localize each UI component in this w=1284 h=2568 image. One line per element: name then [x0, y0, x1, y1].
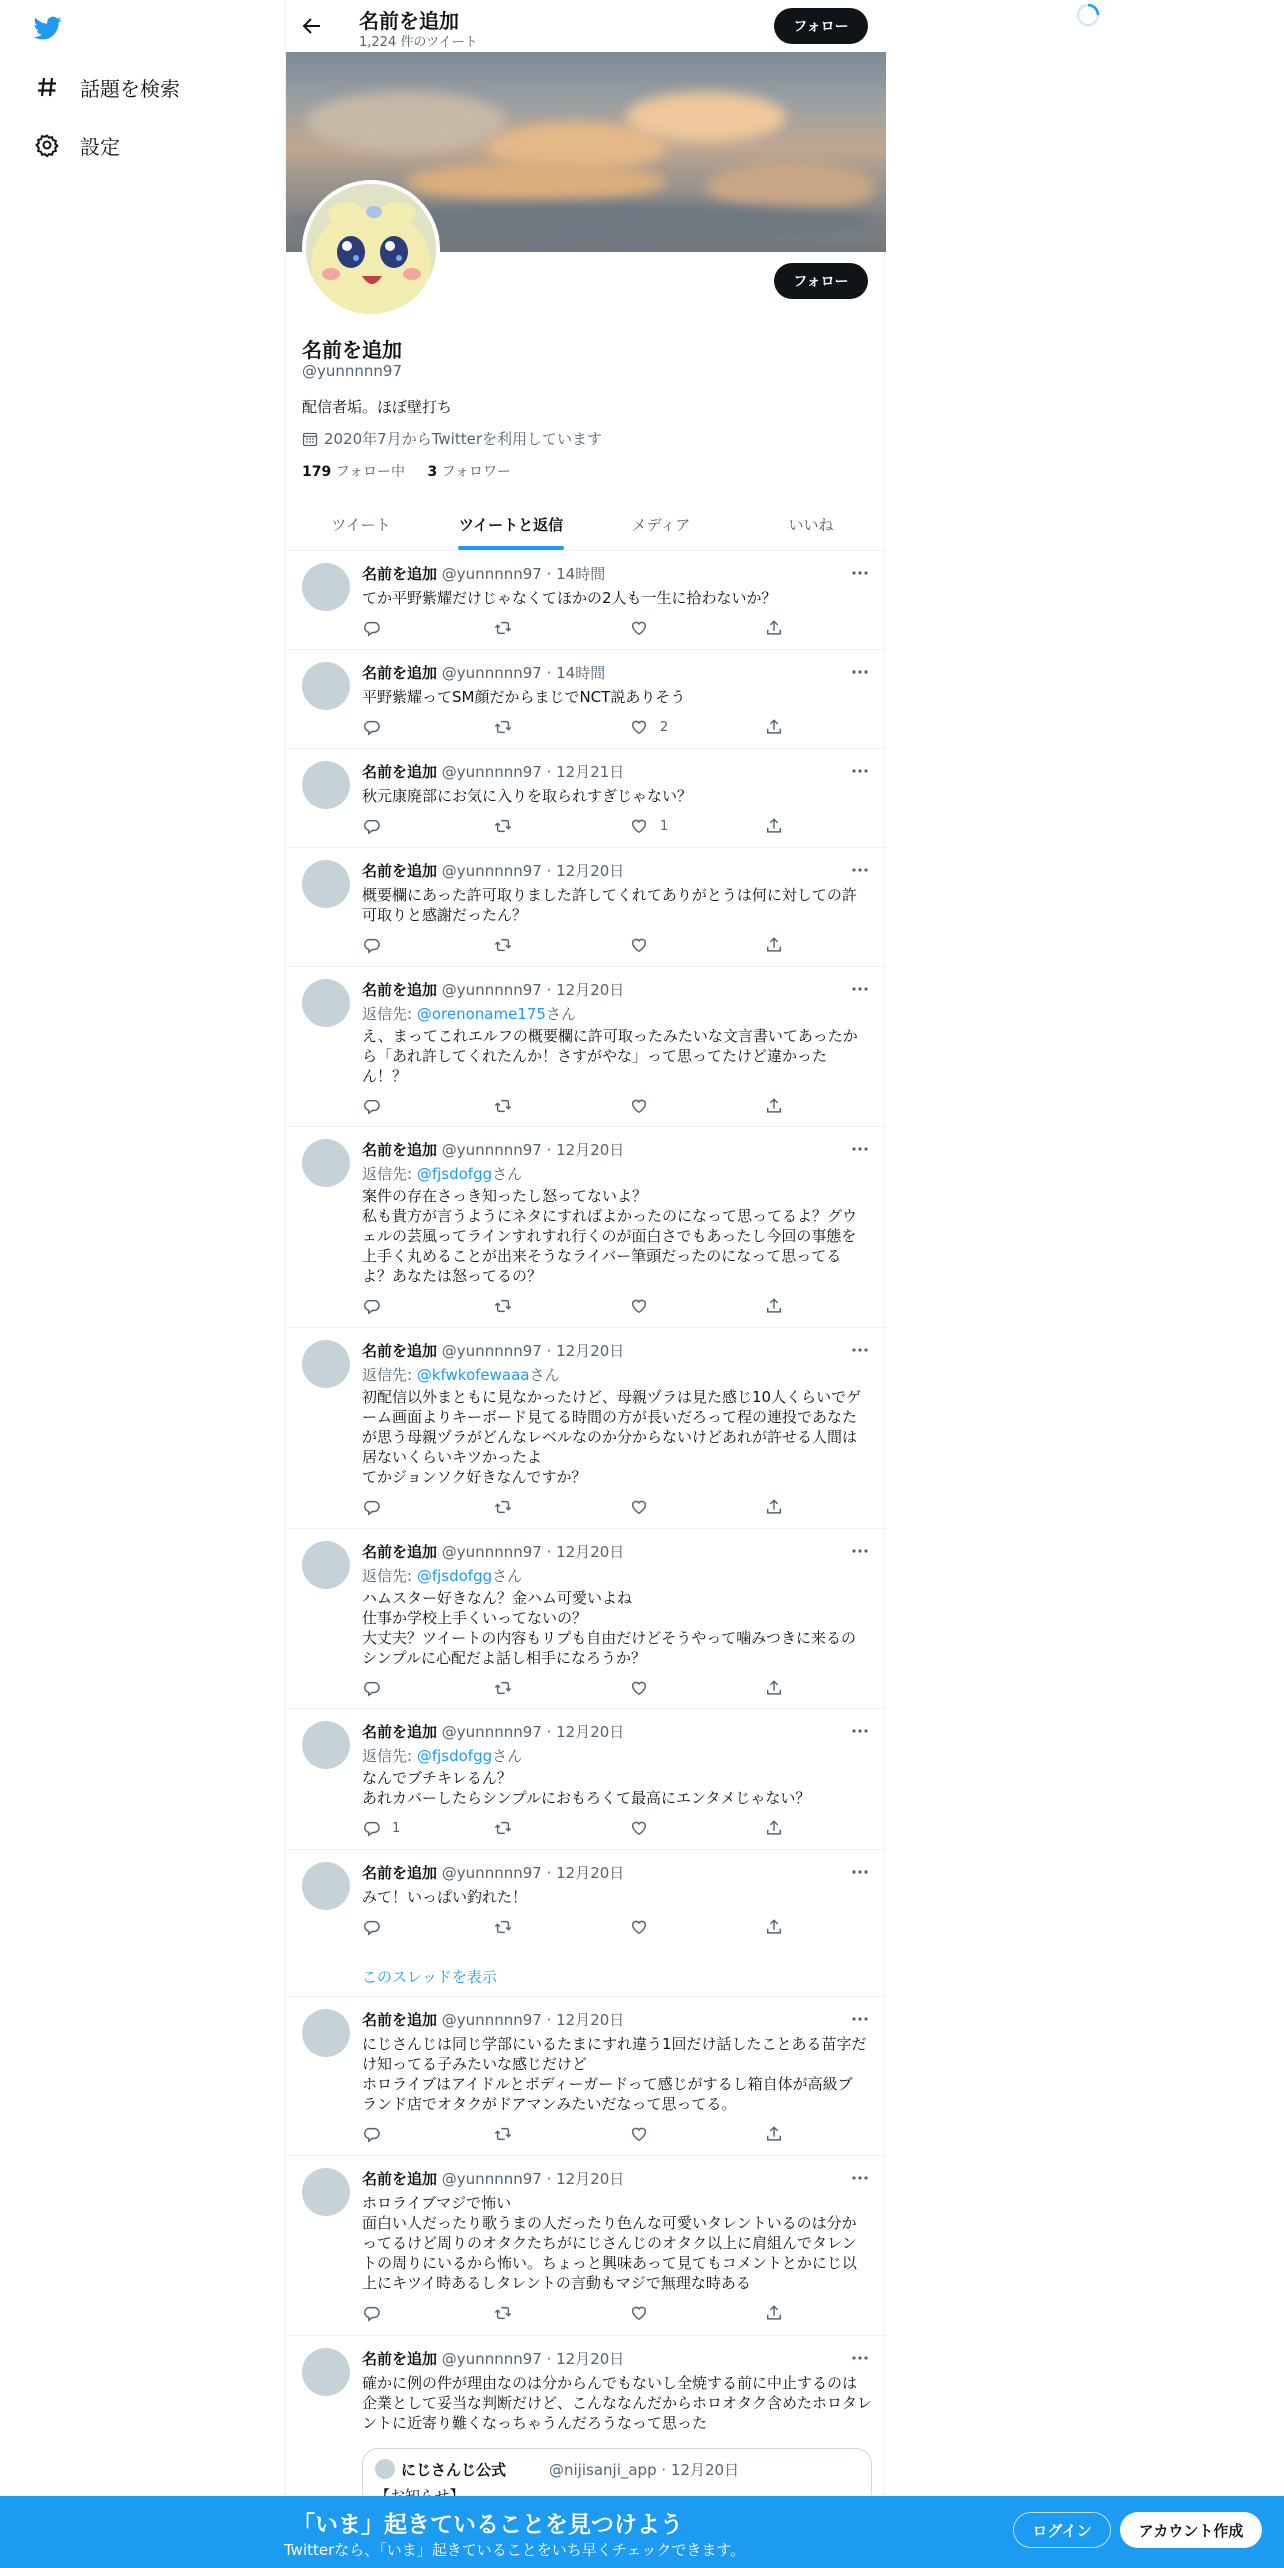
reply-icon: [362, 2125, 380, 2143]
quoted-tweet-author: にじさんじ公式: [401, 2461, 507, 2479]
reply-suffix: さん: [545, 1005, 576, 1023]
tweet-author-name[interactable]: 名前を追加: [362, 981, 438, 999]
tweet-author-name[interactable]: 名前を追加: [362, 1723, 438, 1741]
tweet[interactable]: [286, 749, 886, 848]
reply-mention-link[interactable]: @fjsdofgg: [416, 1747, 493, 1765]
tweet-header: [362, 1340, 624, 1361]
tweet[interactable]: [286, 1328, 886, 1529]
tweet[interactable]: [286, 1529, 886, 1709]
like-count: 1: [660, 818, 669, 834]
tweet-avatar[interactable]: [302, 2168, 350, 2216]
header-follow-button[interactable]: フォロー: [774, 8, 868, 44]
tab-tweets[interactable]: ツイート: [331, 515, 391, 534]
like-icon: [630, 1918, 648, 1936]
tweet-header: [362, 1139, 624, 1160]
retweet-button[interactable]: [494, 2125, 524, 2143]
share-icon: [765, 718, 783, 736]
profile-name: 名前を追加: [302, 338, 402, 362]
profile-joined: [302, 428, 602, 449]
show-thread-link[interactable]: このスレッドを表示: [362, 1968, 497, 1986]
reply-icon: [362, 936, 380, 954]
tweet-actions: [362, 817, 802, 837]
tweet-avatar[interactable]: [302, 1721, 350, 1769]
reply-icon: [362, 619, 380, 637]
tweet-reply-to: [362, 1745, 522, 1766]
tweet-reply-to: [362, 1003, 576, 1024]
share-button[interactable]: [765, 936, 783, 954]
reply-button[interactable]: [362, 1819, 400, 1837]
tweet-avatar[interactable]: [302, 662, 350, 710]
tweet-meta[interactable]: @yunnnnn97 · 12月20日: [441, 1864, 625, 1882]
like-button[interactable]: [630, 1498, 660, 1516]
header-name: 名前を追加: [359, 9, 459, 33]
retweet-button[interactable]: [494, 1498, 524, 1516]
reply-button[interactable]: [362, 1297, 392, 1315]
login-button[interactable]: ログイン: [1013, 2512, 1111, 2548]
profile-joined-text: 2020年7月からTwitterを利用しています: [324, 430, 602, 448]
tweet-author-name[interactable]: 名前を追加: [362, 1342, 438, 1360]
retweet-button[interactable]: [494, 1679, 524, 1697]
tweet-header: [362, 563, 605, 584]
reply-suffix: さん: [492, 1747, 523, 1765]
tweet-actions: [362, 2125, 802, 2145]
like-icon: [630, 1498, 648, 1516]
like-button[interactable]: [630, 1679, 660, 1697]
tweet-meta[interactable]: @yunnnnn97 · 12月20日: [441, 1723, 625, 1741]
tweet-reply-to: [362, 1364, 560, 1385]
reply-icon: [362, 718, 380, 736]
header-tweet-count: 1,224 件のツイート: [359, 35, 478, 50]
share-icon: [765, 817, 783, 835]
more-options-icon[interactable]: [850, 1864, 870, 1880]
reply-prefix: 返信先:: [362, 1366, 417, 1384]
tweet-meta[interactable]: @yunnnnn97 · 12月20日: [441, 981, 625, 999]
tweet-avatar[interactable]: [302, 1862, 350, 1910]
share-button[interactable]: [765, 1918, 783, 1936]
reply-button[interactable]: [362, 2304, 392, 2322]
retweet-button[interactable]: [494, 1097, 524, 1115]
tweet-author-name[interactable]: 名前を追加: [362, 1864, 438, 1882]
reply-button[interactable]: [362, 1498, 392, 1516]
tweet-meta[interactable]: @yunnnnn97 · 12月21日: [441, 763, 625, 781]
reply-suffix: さん: [492, 1165, 523, 1183]
tweet-avatar[interactable]: [302, 1541, 350, 1589]
following-label: フォロー中: [335, 464, 405, 480]
like-button[interactable]: [630, 2125, 660, 2143]
tweet-text: 案件の存在さっき知ったし怒ってないよ？ 私も貴方が言うようにネタにすればよかったのになって思ってるよ？グウ ェルの芸風ってラインすれすれ行くのが面白さでもあったし今回の事態を 上手く丸めることが出来そうなライバー筆頭だったのになって思ってる よ？あなたは怒ってるの？: [362, 1187, 858, 1285]
tweet[interactable]: [286, 848, 886, 967]
more-options-icon[interactable]: [850, 1342, 870, 1358]
share-icon: [765, 2125, 783, 2143]
share-icon: [765, 1679, 783, 1697]
reply-button[interactable]: [362, 1918, 392, 1936]
retweet-icon: [494, 718, 512, 736]
tweet-actions: [362, 718, 802, 738]
like-button[interactable]: [630, 2304, 660, 2322]
tweet-author-name[interactable]: 名前を追加: [362, 2011, 438, 2029]
tweet-reply-to: [362, 1565, 522, 1586]
like-button[interactable]: [630, 1819, 660, 1837]
reply-button[interactable]: [362, 1679, 392, 1697]
share-button[interactable]: [765, 1097, 783, 1115]
reply-prefix: 返信先:: [362, 1747, 417, 1765]
tweet-avatar[interactable]: [302, 761, 350, 809]
more-options-icon[interactable]: [850, 2350, 870, 2366]
back-arrow-icon[interactable]: [300, 14, 324, 38]
tweet[interactable]: [286, 1709, 886, 1850]
tab-likes[interactable]: いいね: [788, 515, 834, 534]
retweet-button[interactable]: [494, 1918, 524, 1936]
tweet-meta[interactable]: @yunnnnn97 · 14時間: [441, 565, 606, 583]
share-icon: [765, 1297, 783, 1315]
signup-banner-title: 「いま」起きていることを見つけよう: [292, 2512, 683, 2538]
reply-count: 1: [392, 1820, 401, 1836]
tweet-author-name[interactable]: 名前を追加: [362, 2350, 438, 2368]
share-icon: [765, 1097, 783, 1115]
reply-mention-link[interactable]: @orenoname175: [416, 1005, 546, 1023]
tweet-actions: [362, 1297, 802, 1317]
tweet-header: [362, 1541, 624, 1562]
tweet-header: [362, 2168, 624, 2189]
profile-header-bar: [286, 0, 886, 52]
tweet-author-name[interactable]: 名前を追加: [362, 565, 438, 583]
tweet-text: てか平野紫耀だけじゃなくてほかの2人も一生に拾わないか？: [362, 589, 777, 607]
nav-settings[interactable]: [34, 125, 120, 165]
share-icon: [765, 1819, 783, 1837]
reply-icon: [362, 1819, 380, 1837]
share-button[interactable]: [765, 1297, 783, 1315]
more-options-icon[interactable]: [850, 763, 870, 779]
share-button[interactable]: [765, 1819, 783, 1837]
profile-handle: @yunnnnn97: [302, 362, 403, 380]
tweet-text: 平野紫耀ってSM顔だからまじでNCT説ありそう: [362, 688, 686, 706]
tweet-text: にじさんじは同じ学部にいるたまにすれ違う1回だけ話したことある苗字だ け知ってる子みたいな感じだけど ホロライブはアイドルとボディーガードって感じがするし箱自体が高級ブ ランド店でオタクがドアマンみたいだなって思ってる。: [362, 2035, 867, 2113]
like-icon: [630, 718, 648, 736]
tweet-avatar[interactable]: [302, 2009, 350, 2057]
hashtag-icon: [34, 74, 60, 100]
tweet-author-name[interactable]: 名前を追加: [362, 664, 438, 682]
tweet-avatar[interactable]: [302, 979, 350, 1027]
profile-follow-stats: [302, 461, 511, 481]
share-icon: [765, 2304, 783, 2322]
retweet-icon: [494, 1918, 512, 1936]
like-icon: [630, 619, 648, 637]
share-icon: [765, 936, 783, 954]
tweet[interactable]: [286, 650, 886, 749]
reply-button[interactable]: [362, 1097, 392, 1115]
tweet-author-name[interactable]: 名前を追加: [362, 763, 438, 781]
tweet-header: [362, 1721, 624, 1742]
like-button[interactable]: [630, 1297, 660, 1315]
tweet-header: [362, 662, 605, 683]
tab-tweets-and-replies[interactable]: ツイートと返信: [436, 498, 586, 550]
more-options-icon[interactable]: [850, 862, 870, 878]
more-options-icon[interactable]: [850, 2011, 870, 2027]
share-button[interactable]: [765, 2304, 783, 2322]
share-button[interactable]: [765, 718, 783, 736]
signup-button[interactable]: アカウント作成: [1120, 2512, 1262, 2548]
tweet-text: なんでブチキレるん？ あれカバーしたらシンプルにおもろくて最高にエンタメじゃない？: [362, 1769, 811, 1807]
tweet-actions: [362, 1498, 802, 1518]
tweet-text: みて！いっぱい釣れた！: [362, 1888, 528, 1906]
retweet-icon: [494, 1097, 512, 1115]
retweet-button[interactable]: [494, 936, 524, 954]
following-link[interactable]: [302, 464, 405, 480]
tweet-header: [362, 979, 624, 1000]
tweet-text: ホロライブマジで怖い 面白い人だったり歌うまの人だったり色んな可愛いタレントいるのは分か ってるけど周りのオタクたちがにじさんじのオタク以上に肩組んでタレン トの周りにいるから怖い。ちょっと興味あって見てもコメントとかにじ以 上にキツイ時あるしタレントの言動もマジで無理な時ある: [362, 2194, 857, 2292]
signup-banner: [0, 2496, 1284, 2568]
retweet-icon: [494, 1498, 512, 1516]
reply-prefix: 返信先:: [362, 1567, 417, 1585]
tweet-header: [362, 860, 624, 881]
like-icon: [630, 817, 648, 835]
reply-mention-link[interactable]: @kfwkofewaaa: [416, 1366, 530, 1384]
retweet-icon: [494, 2125, 512, 2143]
following-count: 179: [302, 464, 332, 480]
reply-icon: [362, 1498, 380, 1516]
tweet-text: 概要欄にあった許可取りました許してくれてありがとうは何に対しての許 可取りと感謝だったん？: [362, 886, 857, 924]
nav-explore[interactable]: [34, 67, 180, 107]
more-options-icon[interactable]: [850, 1543, 870, 1559]
tweet-meta[interactable]: @yunnnnn97 · 14時間: [441, 664, 606, 682]
tweet-actions: [362, 619, 802, 639]
tweet-meta[interactable]: @yunnnnn97 · 12月20日: [441, 1342, 625, 1360]
retweet-button[interactable]: [494, 817, 524, 835]
nav-settings-label: 設定: [80, 134, 120, 159]
retweet-button[interactable]: [494, 718, 524, 736]
tweet-meta[interactable]: @yunnnnn97 · 12月20日: [441, 2170, 625, 2188]
tweet[interactable]: [286, 1997, 886, 2156]
quoted-tweet-avatar: [375, 2459, 395, 2479]
tweet-text: 初配信以外まともに見なかったけど、母親ヅラは見た感じ10人くらいでゲ ーム画面よりキーボード見てる時間の方が長いだろって程の連投であなた が思う母親ヅラがどんなレベルなのか分からないけどあれが許せる人間は 居ないくらいキツかったよ てかジョンソク好きなんですか？: [362, 1388, 862, 1486]
retweet-button[interactable]: [494, 619, 524, 637]
reply-button[interactable]: [362, 718, 392, 736]
tweet-author-name[interactable]: 名前を追加: [362, 1141, 438, 1159]
like-button[interactable]: [630, 817, 668, 835]
like-icon: [630, 1297, 648, 1315]
tweet-actions: [362, 1918, 802, 1938]
like-icon: [630, 2125, 648, 2143]
like-button[interactable]: [630, 619, 660, 637]
reply-button[interactable]: [362, 817, 392, 835]
retweet-button[interactable]: [494, 1297, 524, 1315]
tweet-header: [362, 2009, 624, 2030]
reply-icon: [362, 817, 380, 835]
reply-icon: [362, 2304, 380, 2322]
tweet-actions: [362, 936, 802, 956]
twitter-bird-icon[interactable]: [32, 14, 64, 42]
tweet[interactable]: [286, 1850, 886, 1997]
retweet-button[interactable]: [494, 2304, 524, 2322]
tweet-text: 秋元康廃部にお気に入りを取られすぎじゃない？: [362, 787, 693, 805]
reply-prefix: 返信先:: [362, 1165, 417, 1183]
like-button[interactable]: [630, 1918, 660, 1936]
profile-follow-button[interactable]: フォロー: [774, 263, 868, 299]
like-button[interactable]: [630, 936, 660, 954]
profile-tabs: [286, 498, 886, 551]
reply-mention-link[interactable]: @fjsdofgg: [416, 1567, 493, 1585]
share-icon: [765, 1498, 783, 1516]
tweet-actions: [362, 1679, 802, 1699]
tweet-text: え、まってこれエルフの概要欄に許可取ったみたいな文言書いてあったか ら「あれ許してくれたんか！さすがやな」って思ってたけど違かった ん！？: [362, 1027, 858, 1085]
retweet-icon: [494, 1679, 512, 1697]
like-button[interactable]: [630, 718, 668, 736]
tweet-avatar[interactable]: [302, 860, 350, 908]
tweet-text: 確かに例の件が理由なのは分からんでもないし全焼する前に中止するのは 企業として妥当な判断だけど、こんななんだからホロオタク含めたホロタレ ントに近寄り難くなっちゃうんだろうなって思った: [362, 2374, 873, 2432]
signup-banner-subtitle: Twitterなら、「いま」起きていることをいち早くチェックできます。: [284, 2541, 746, 2559]
reply-suffix: さん: [529, 1366, 560, 1384]
tweet-header: [362, 1862, 624, 1883]
reply-icon: [362, 1918, 380, 1936]
reply-icon: [362, 1679, 380, 1697]
tweet-meta[interactable]: @yunnnnn97 · 12月20日: [441, 862, 625, 880]
profile-bio: 配信者垢。ほぼ壁打ち: [302, 398, 453, 416]
tweet-header: [362, 761, 624, 782]
retweet-icon: [494, 817, 512, 835]
tweet-text: ハムスター好きなん？金ハム可愛いよね 仕事か学校上手くいってないの？ 大丈夫？ツイートの内容もリプも自由だけどそうやって噛みつきに来るの シンプルに心配だよ話し相手になろうか？: [362, 1589, 856, 1667]
profile-column: [285, 0, 885, 2568]
tweet-meta[interactable]: @yunnnnn97 · 12月20日: [441, 2350, 625, 2368]
tweet-author-name[interactable]: 名前を追加: [362, 1543, 438, 1561]
tweet-author-name[interactable]: 名前を追加: [362, 862, 438, 880]
reply-mention-link[interactable]: @fjsdofgg: [416, 1165, 493, 1183]
followers-count: 3: [427, 464, 438, 480]
profile-avatar[interactable]: [302, 180, 440, 318]
more-options-icon[interactable]: [850, 565, 870, 581]
more-options-icon[interactable]: [850, 981, 870, 997]
tweet[interactable]: [286, 2156, 886, 2336]
gear-icon: [34, 132, 60, 158]
tweet-meta[interactable]: @yunnnnn97 · 12月20日: [441, 1141, 625, 1159]
retweet-button[interactable]: [494, 1819, 524, 1837]
more-options-icon[interactable]: [850, 1723, 870, 1739]
tweet-avatar[interactable]: [302, 1340, 350, 1388]
share-icon: [765, 619, 783, 637]
like-icon: [630, 1819, 648, 1837]
more-options-icon[interactable]: [850, 1141, 870, 1157]
retweet-icon: [494, 2304, 512, 2322]
retweet-icon: [494, 619, 512, 637]
reply-button[interactable]: [362, 619, 392, 637]
share-icon: [765, 1918, 783, 1936]
tweet-avatar[interactable]: [302, 1139, 350, 1187]
reply-button[interactable]: [362, 2125, 392, 2143]
reply-suffix: さん: [492, 1567, 523, 1585]
tweet-avatar[interactable]: [302, 563, 350, 611]
tweet-author-name[interactable]: 名前を追加: [362, 2170, 438, 2188]
reply-icon: [362, 1097, 380, 1115]
more-options-icon[interactable]: [850, 2170, 870, 2186]
like-icon: [630, 1679, 648, 1697]
calendar-icon: [302, 431, 318, 447]
tweet-avatar[interactable]: [302, 2348, 350, 2396]
tab-media[interactable]: メディア: [631, 515, 691, 534]
tweet-header: [362, 2348, 624, 2369]
nav-explore-label: 話題を検索: [80, 76, 180, 101]
like-count: 2: [660, 719, 669, 735]
loading-spinner-icon: [1075, 2, 1101, 28]
retweet-icon: [494, 1819, 512, 1837]
tweet[interactable]: [286, 551, 886, 650]
quoted-tweet-meta: @nijisanji_app · 12月20日: [549, 2461, 740, 2479]
tweet-actions: [362, 2304, 802, 2324]
tweet-actions: [362, 1097, 802, 1117]
like-icon: [630, 936, 648, 954]
tweet-meta[interactable]: @yunnnnn97 · 12月20日: [441, 2011, 625, 2029]
more-options-icon[interactable]: [850, 664, 870, 680]
retweet-icon: [494, 1297, 512, 1315]
followers-link[interactable]: [427, 464, 511, 480]
like-icon: [630, 2304, 648, 2322]
tweet-actions: [362, 1819, 802, 1839]
tweet-meta[interactable]: @yunnnnn97 · 12月20日: [441, 1543, 625, 1561]
like-icon: [630, 1097, 648, 1115]
share-button[interactable]: [765, 1498, 783, 1516]
share-button[interactable]: [765, 619, 783, 637]
share-button[interactable]: [765, 1679, 783, 1697]
tweet[interactable]: [286, 967, 886, 1127]
like-button[interactable]: [630, 1097, 660, 1115]
reply-button[interactable]: [362, 936, 392, 954]
reply-icon: [362, 1297, 380, 1315]
tweet-reply-to: [362, 1163, 522, 1184]
reply-prefix: 返信先:: [362, 1005, 417, 1023]
share-button[interactable]: [765, 817, 783, 835]
followers-label: フォロワー: [441, 464, 511, 480]
tweet[interactable]: [286, 1127, 886, 1328]
retweet-icon: [494, 936, 512, 954]
share-button[interactable]: [765, 2125, 783, 2143]
